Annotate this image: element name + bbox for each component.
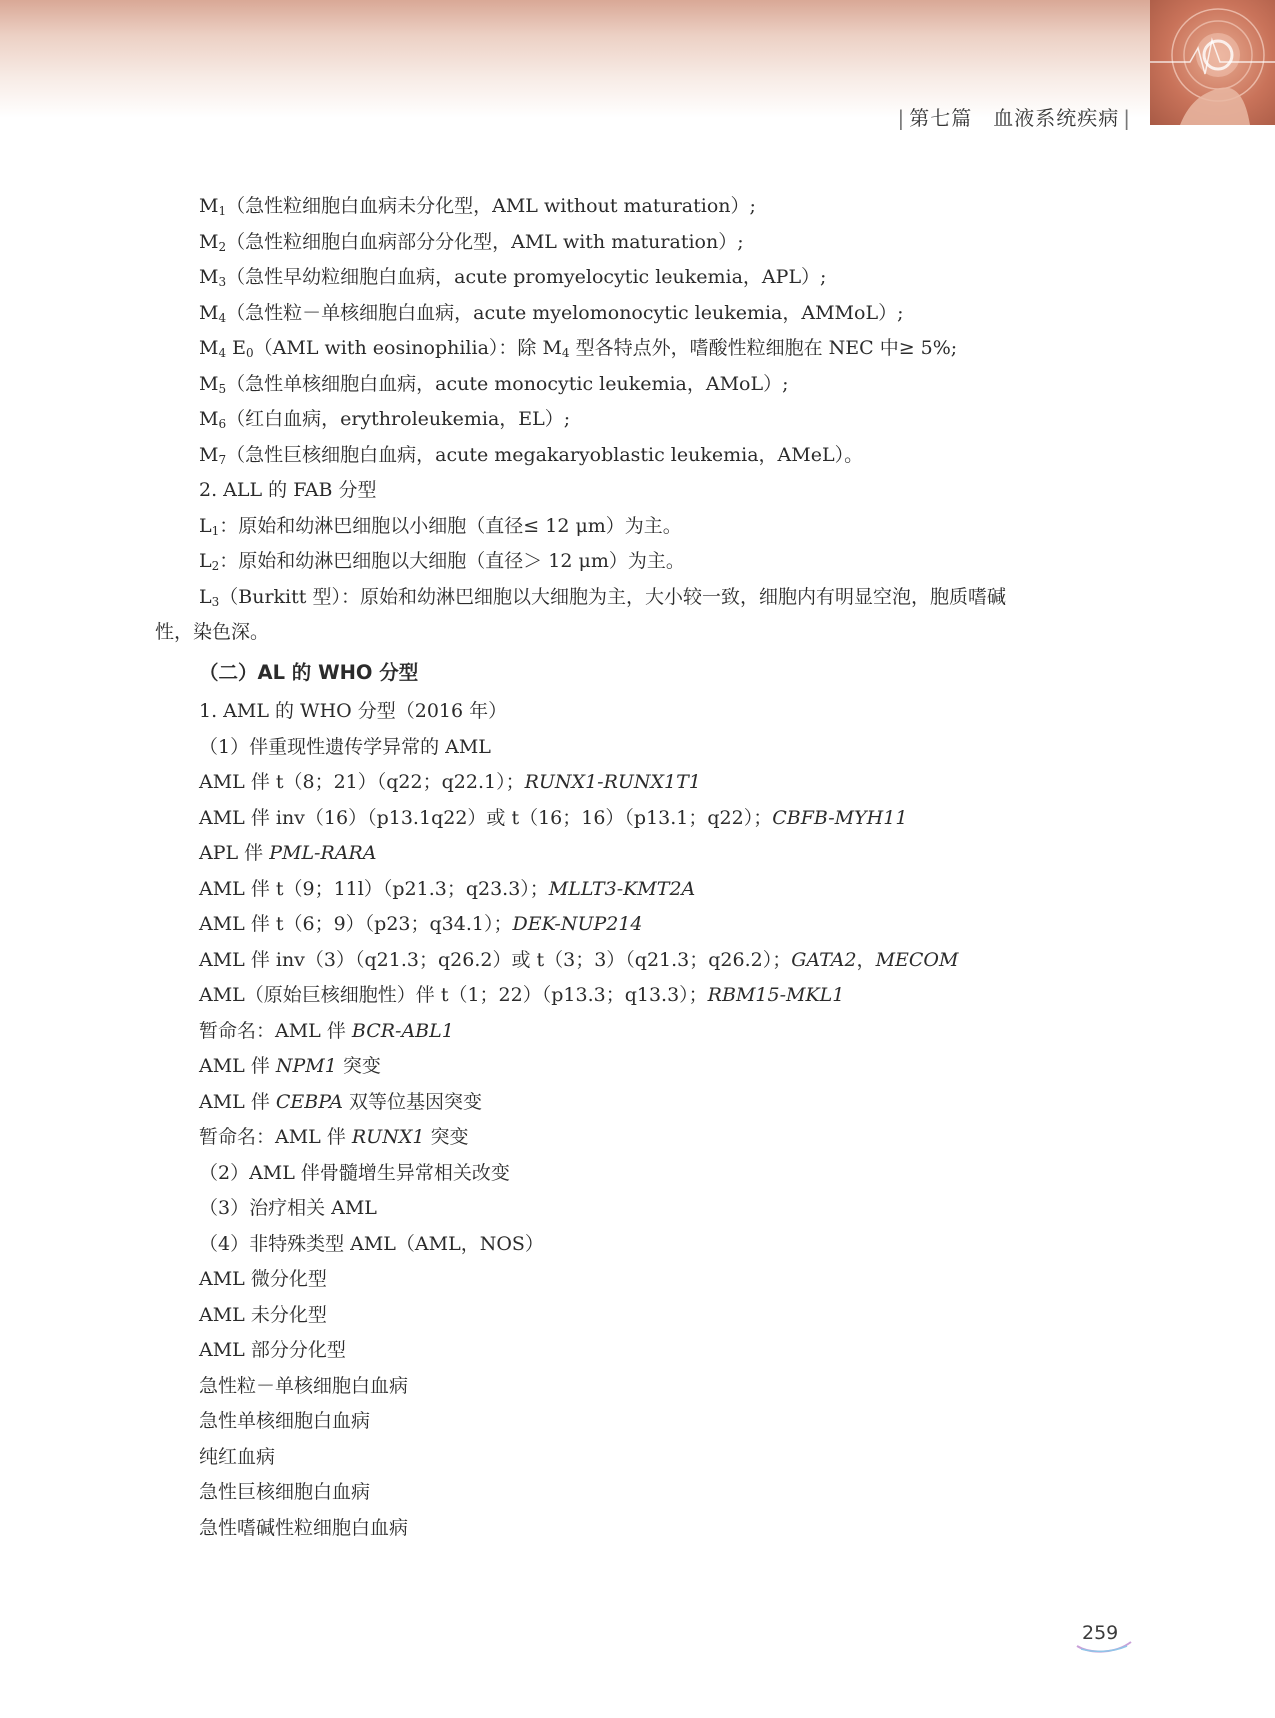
who-item: AML 伴 t（6；9）（p23；q34.1）；DEK-NUP214: [199, 913, 643, 935]
who-nos-item: 急性单核细胞白血病: [199, 1410, 371, 1432]
header-divider-left: |: [897, 106, 906, 130]
who-heading: 1. AML 的 WHO 分型（2016 年）: [199, 700, 508, 722]
gene-name: RUNX1-RUNX1T1: [524, 771, 701, 793]
page-number: 259: [1082, 1622, 1119, 1644]
gene-name: GATA2: [791, 948, 857, 971]
header-band: [0, 0, 1150, 118]
who-item: AML 伴 NPM1 突变: [199, 1055, 381, 1077]
who-group-heading: （1）伴重现性遗传学异常的 AML: [199, 735, 491, 758]
page-body: [155, 189, 1130, 1546]
who-nos-item: AML 未分化型: [199, 1303, 327, 1326]
gene-name: CEBPA: [275, 1090, 344, 1113]
who-nos-item: AML 微分化型: [199, 1268, 327, 1290]
all-fab-heading: 2. ALL 的 FAB 分型: [199, 479, 377, 501]
who-nos-item: 急性巨核细胞白血病: [199, 1481, 371, 1503]
who-item: AML 伴 t（8；21）（q22；q22.1）；RUNX1-RUNX1T1: [199, 771, 701, 793]
fab-aml-line: $M_2$（急性粒细胞白血病部分分化型，AML with maturation）;: [199, 230, 744, 254]
fab-aml-line: $M_1$（急性粒细胞白血病未分化型，AML without maturation）;: [199, 195, 756, 218]
who-nos-item: 急性嗜碱性粒细胞白血病: [199, 1516, 409, 1539]
fab-l3-continuation: 性，染色深。: [155, 621, 270, 643]
who-group-heading: （4）非特殊类型 AML（AML，NOS）: [199, 1232, 544, 1255]
fab-all-line: $L_2$：原始和幼淋巴细胞以大细胞（直径＞ 12 μm）为主。: [199, 550, 685, 573]
gene-name: BCR-ABL1: [351, 1019, 454, 1042]
fab-aml-line: $M_6$（红白血病，erythroleukemia，EL）;: [199, 408, 571, 431]
gene-name: DEK-NUP214: [512, 913, 643, 935]
fab-aml-line: $M_5$（急性单核细胞白血病，acute monocytic leukemia，AMoL）;: [199, 372, 789, 396]
fab-aml-line: $M_4$（急性粒－单核细胞白血病，acute myelomonocytic leukemia，AMMoL）;: [199, 301, 904, 325]
chapter-photo: [1150, 0, 1275, 125]
who-nos-item: 纯红血病: [199, 1445, 276, 1468]
section-title: （二）AL 的 WHO 分型: [199, 660, 419, 684]
fab-aml-line: $M_7$（急性巨核细胞白血病，acute megakaryoblastic leukemia，AMeL）。: [199, 443, 864, 467]
fab-l3-line: $L_3(Burkitt$ 型）：原始和幼淋巴细胞以大细胞为主，大小较一致，细胞内有明显空泡，胞质嗜碱: [199, 585, 1006, 609]
chapter-title: 第七篇 血液系统疾病: [909, 106, 1120, 130]
who-group-heading: （3）治疗相关 AML: [199, 1197, 377, 1219]
who-nos-item: 急性粒－单核细胞白血病: [199, 1374, 409, 1397]
fab-all-line: $L_1$：原始和幼淋巴细胞以小细胞（直径≤ 12 μm）为主。: [199, 514, 682, 538]
who-item: APL 伴 PML-RARA: [199, 842, 377, 864]
fab-aml-line: $M_3$（急性早幼粒细胞白血病，acute promyelocytic leukemia，APL）;: [199, 266, 827, 289]
gene-name: PML-RARA: [269, 842, 377, 864]
gene-name: NPM1: [275, 1055, 337, 1077]
who-item: AML 伴 inv（3）（q21.3；q26.2）或 t（3；3）（q21.3；q26.2）；GATA2，MECOM: [199, 948, 959, 971]
gene-name: CBFB-MYH11: [772, 806, 908, 829]
who-group-heading: （2）AML 伴骨髓增生异常相关改变: [199, 1161, 510, 1184]
who-item: AML（原始巨核细胞性）伴 t（1；22）（p13.3；q13.3）；RBM15-MKL1: [199, 984, 845, 1006]
who-item: AML 伴 CEBPA 双等位基因突变: [199, 1090, 483, 1113]
who-nos-item: AML 部分分化型: [199, 1339, 346, 1361]
who-item: AML 伴 inv（16）（p13.1q22）或 t（16；16）（p13.1；q22）；CBFB-MYH11: [199, 806, 908, 829]
who-item: 暂命名：AML 伴 RUNX1 突变: [199, 1126, 469, 1148]
header-divider-right: |: [1123, 106, 1131, 130]
gene-name: RBM15-MKL1: [707, 984, 845, 1006]
who-item: AML 伴 t（9；11l）（p21.3；q23.3）；MLLT3-KMT2A: [199, 877, 696, 900]
who-item: 暂命名：AML 伴 BCR-ABL1: [199, 1019, 454, 1042]
gene-name: MLLT3-KMT2A: [548, 877, 696, 900]
gene-name: RUNX1: [351, 1126, 425, 1148]
chapter-header: [894, 102, 1136, 131]
gene-name: MECOM: [875, 948, 959, 971]
fab-m4e0-line: $M_4$ $E_0(AML$ with eosinophilia）：除 $M_4$ 型各特点外，嗜酸性粒细胞在 NEC 中≥ 5%;: [199, 337, 958, 360]
